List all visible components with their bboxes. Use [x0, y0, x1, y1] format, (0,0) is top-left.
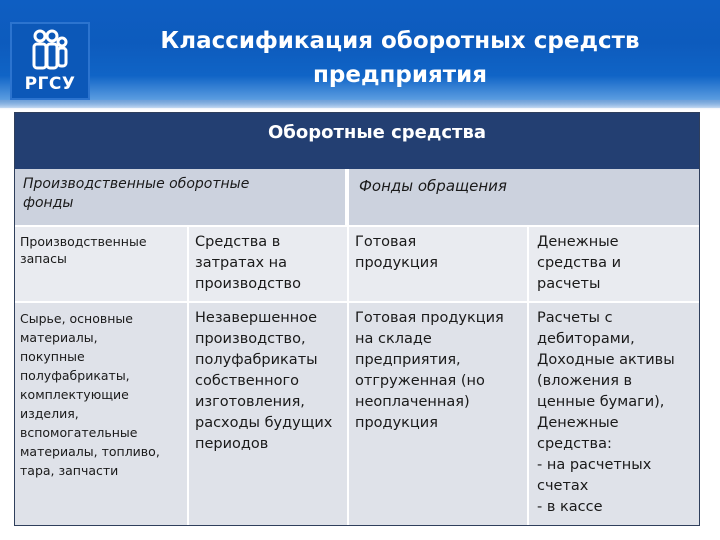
finished-products-cell — [347, 225, 527, 301]
cell-line: Расчеты с — [537, 310, 613, 326]
cell-line: расчеты — [537, 276, 601, 292]
stocks-detail-cell — [15, 301, 187, 525]
cell-line: периодов — [195, 436, 269, 452]
cell-line: Производственные оборотные — [23, 176, 250, 192]
cell-line: Незавершенное — [195, 310, 318, 326]
cell-line: предприятия, — [355, 352, 461, 368]
cell-line: на складе — [355, 331, 432, 347]
cell-line: полуфабрикаты, — [20, 368, 130, 383]
cell-line: Готовая — [355, 234, 417, 250]
header-shadow — [0, 100, 720, 110]
cell-line: вспомогательные — [20, 425, 138, 440]
classification-table — [14, 112, 700, 526]
cell-line: средства: — [537, 436, 612, 452]
cell-line: средства и — [537, 255, 622, 271]
cell-line: собственного — [195, 373, 299, 389]
cash-settlements-cell — [527, 225, 699, 301]
cell-line: Сырье, основные — [20, 311, 133, 326]
cell-line: производство, — [195, 331, 306, 347]
rgsu-logo — [10, 22, 90, 100]
cell-line: дебиторами, — [537, 331, 635, 347]
products-detail-cell — [347, 301, 527, 525]
cell-line: Денежные — [537, 415, 619, 431]
production-stocks-cell — [15, 225, 187, 301]
cell-line: материалы, — [20, 330, 98, 345]
cell-line: продукция — [355, 415, 438, 431]
cell-line: запасы — [20, 251, 67, 266]
cell-line: изделия, — [20, 406, 79, 421]
cell-line: затратах на — [195, 255, 288, 271]
cell-line: счетах — [537, 478, 589, 494]
cell-line: - на расчетных — [537, 457, 652, 473]
cell-line: Доходные активы — [537, 352, 675, 368]
cell-line: отгруженная (но — [355, 373, 485, 389]
title-line: предприятия — [313, 62, 487, 88]
cell-line: Средства в — [195, 234, 281, 250]
cell-line: полуфабрикаты — [195, 352, 318, 368]
cell-line: неоплаченная) — [355, 394, 470, 410]
cell-line: Производственные — [20, 234, 147, 249]
table-heading: Оборотные средства — [15, 113, 699, 169]
cell-line: изготовления, — [195, 394, 305, 410]
cell-line: Готовая продукция — [355, 310, 504, 326]
cell-line: покупные — [20, 349, 85, 364]
cell-line: - в кассе — [537, 499, 603, 515]
page-title — [120, 24, 680, 92]
cell-line: комплектующие — [20, 387, 129, 402]
production-funds-header — [15, 169, 347, 225]
costs-detail-cell — [187, 301, 347, 525]
cash-detail-cell — [527, 301, 699, 525]
title-line: Классификация оборотных средств — [160, 28, 640, 54]
cell-line: производство — [195, 276, 301, 292]
cell-line: тара, запчасти — [20, 463, 119, 478]
production-costs-cell — [187, 225, 347, 301]
circulation-funds-header: Фонды обращения — [347, 169, 699, 225]
cell-line: расходы будущих — [195, 415, 333, 431]
cell-line: ценные бумаги), — [537, 394, 665, 410]
cell-line: фонды — [23, 195, 74, 211]
cell-line: материалы, топливо, — [20, 444, 160, 459]
cell-line: продукция — [355, 255, 438, 271]
logo-text: РГСУ — [24, 74, 76, 94]
cell-line: (вложения в — [537, 373, 633, 389]
cell-line: Денежные — [537, 234, 619, 250]
